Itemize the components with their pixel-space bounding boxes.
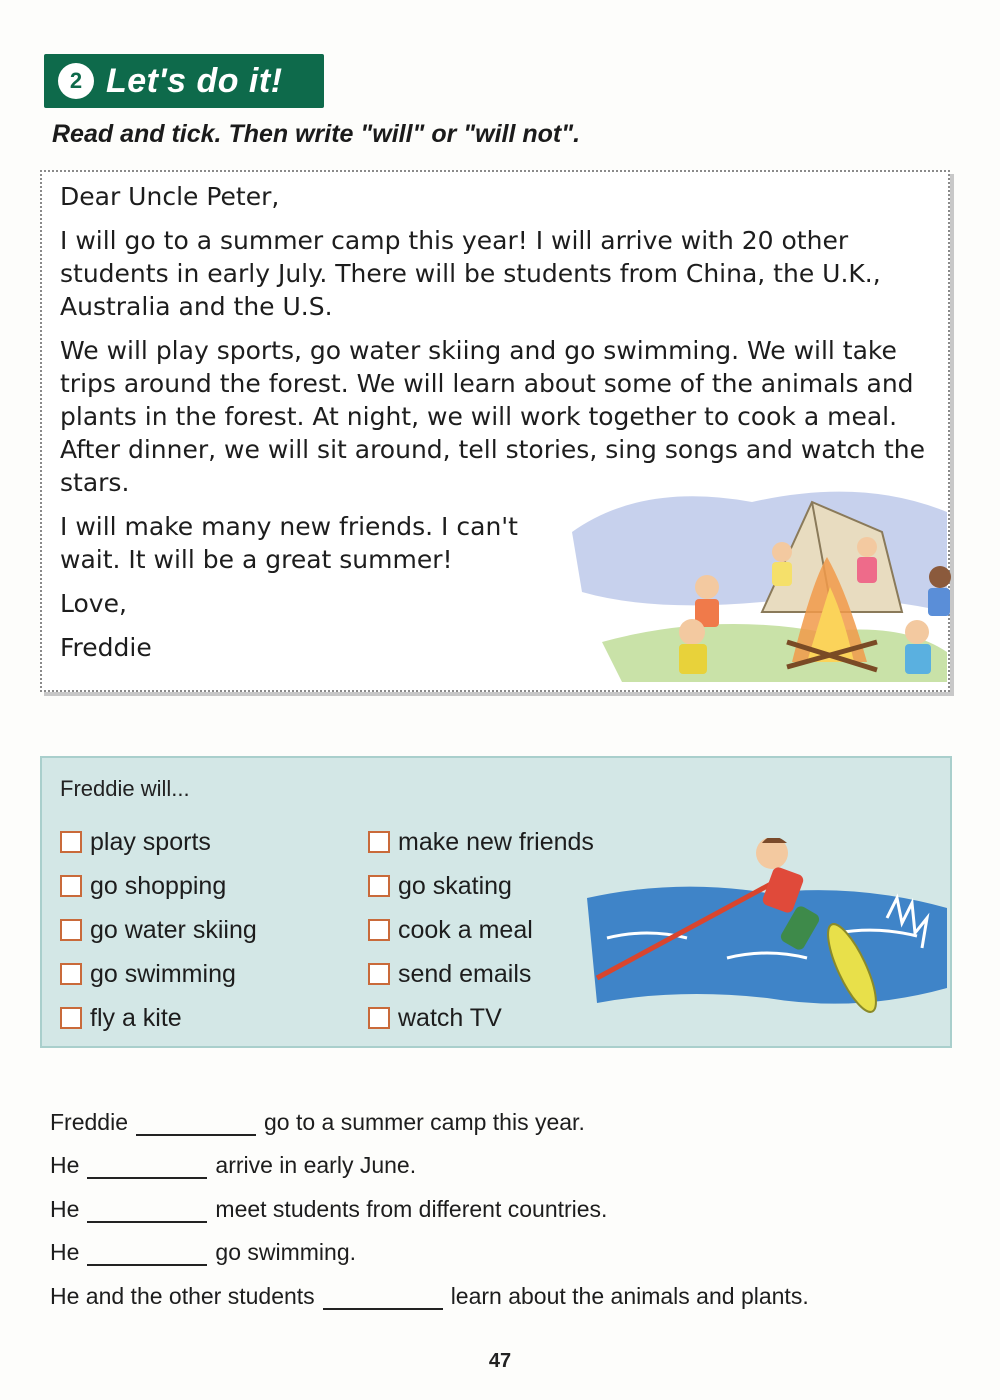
sentence-start: He [50, 1239, 80, 1265]
tick-item [60, 996, 257, 1040]
tick-item [368, 996, 594, 1040]
sentence-start: Freddie [50, 1108, 128, 1135]
checkbox[interactable] [368, 831, 390, 853]
answer-blank-input[interactable] [87, 1151, 207, 1179]
checkbox[interactable] [368, 919, 390, 941]
sentence-end: arrive in early June. [215, 1152, 417, 1178]
sentence-row [50, 1266, 809, 1310]
section-title: Let's do it! [106, 61, 283, 100]
section-number-badge: 2 [58, 63, 94, 99]
tick-item-label: watch TV [398, 1003, 502, 1032]
tick-item-label: go water skiing [90, 915, 257, 944]
sentence-start: He and the other students [50, 1282, 315, 1309]
letter-paragraph-1: I will go to a summer camp this year! I will arrive with 20 other students in early July. There will be students from China, the U.K., Australia and the U.S. [60, 226, 881, 321]
sentence-end: go to a summer camp this year. [263, 1108, 585, 1135]
tick-item-label: fly a kite [90, 1003, 182, 1032]
tick-item [60, 952, 257, 996]
section-header [44, 54, 324, 108]
sentence-end: learn about the animals and plants. [450, 1282, 809, 1309]
checkbox[interactable] [368, 875, 390, 897]
tick-panel-heading: Freddie will... [60, 776, 190, 801]
tick-item-label: make new friends [398, 827, 594, 856]
tick-item-label: go skating [398, 871, 512, 900]
tick-panel [40, 756, 952, 1048]
tick-item-label: go shopping [90, 871, 227, 900]
checkbox[interactable] [60, 1007, 82, 1029]
checkbox[interactable] [60, 831, 82, 853]
sentence-end: go swimming. [215, 1239, 357, 1265]
tick-item [368, 908, 594, 952]
sentence-row [50, 1136, 809, 1180]
letter-paragraph-2: We will play sports, go water skiing and go swimming. We will take trips around the forest. We will learn about some of the animals and plants in the forest. At night, we will work together to cook a meal. After dinner, we will sit around, tell stories, sing songs and watch the stars. [60, 336, 925, 497]
tick-item [60, 820, 257, 864]
sentence-end: meet students from different countries. [215, 1195, 608, 1222]
instruction-text: Read and tick. Then write "will" or "will not". [52, 120, 581, 148]
tick-column-left [60, 820, 257, 1040]
tick-item [60, 908, 257, 952]
letter-box [40, 170, 950, 692]
letter-signature: Freddie [60, 633, 152, 662]
answer-blank-input[interactable] [87, 1195, 207, 1223]
sentence-row [50, 1223, 809, 1267]
tick-item [368, 820, 594, 864]
tick-item-label: play sports [90, 827, 211, 856]
campfire-illustration [562, 472, 952, 682]
tick-item [368, 864, 594, 908]
sentence-row [50, 1092, 809, 1136]
sentence-row [50, 1179, 809, 1223]
answer-blank-input[interactable] [136, 1108, 256, 1136]
water-skiing-illustration [587, 838, 947, 1038]
tick-item-label: cook a meal [398, 915, 533, 944]
tick-column-right [368, 820, 594, 1040]
checkbox[interactable] [368, 963, 390, 985]
letter-closing: Love, [60, 589, 127, 618]
answer-blank-input[interactable] [87, 1238, 207, 1266]
checkbox[interactable] [368, 1007, 390, 1029]
tick-item-label: send emails [398, 959, 532, 988]
checkbox[interactable] [60, 963, 82, 985]
letter-paragraph-3: I will make many new friends. I can't wait. It will be a great summer! [60, 512, 518, 574]
checkbox[interactable] [60, 875, 82, 897]
fill-in-sentences [50, 1092, 809, 1310]
tick-item-label: go swimming [90, 959, 236, 988]
page-number: 47 [488, 1350, 512, 1372]
tick-item [60, 864, 257, 908]
sentence-start: He [50, 1195, 80, 1222]
tick-item [368, 952, 594, 996]
sentence-start: He [50, 1152, 80, 1178]
letter-greeting: Dear Uncle Peter, [60, 182, 280, 211]
checkbox[interactable] [60, 919, 82, 941]
answer-blank-input[interactable] [323, 1282, 443, 1310]
